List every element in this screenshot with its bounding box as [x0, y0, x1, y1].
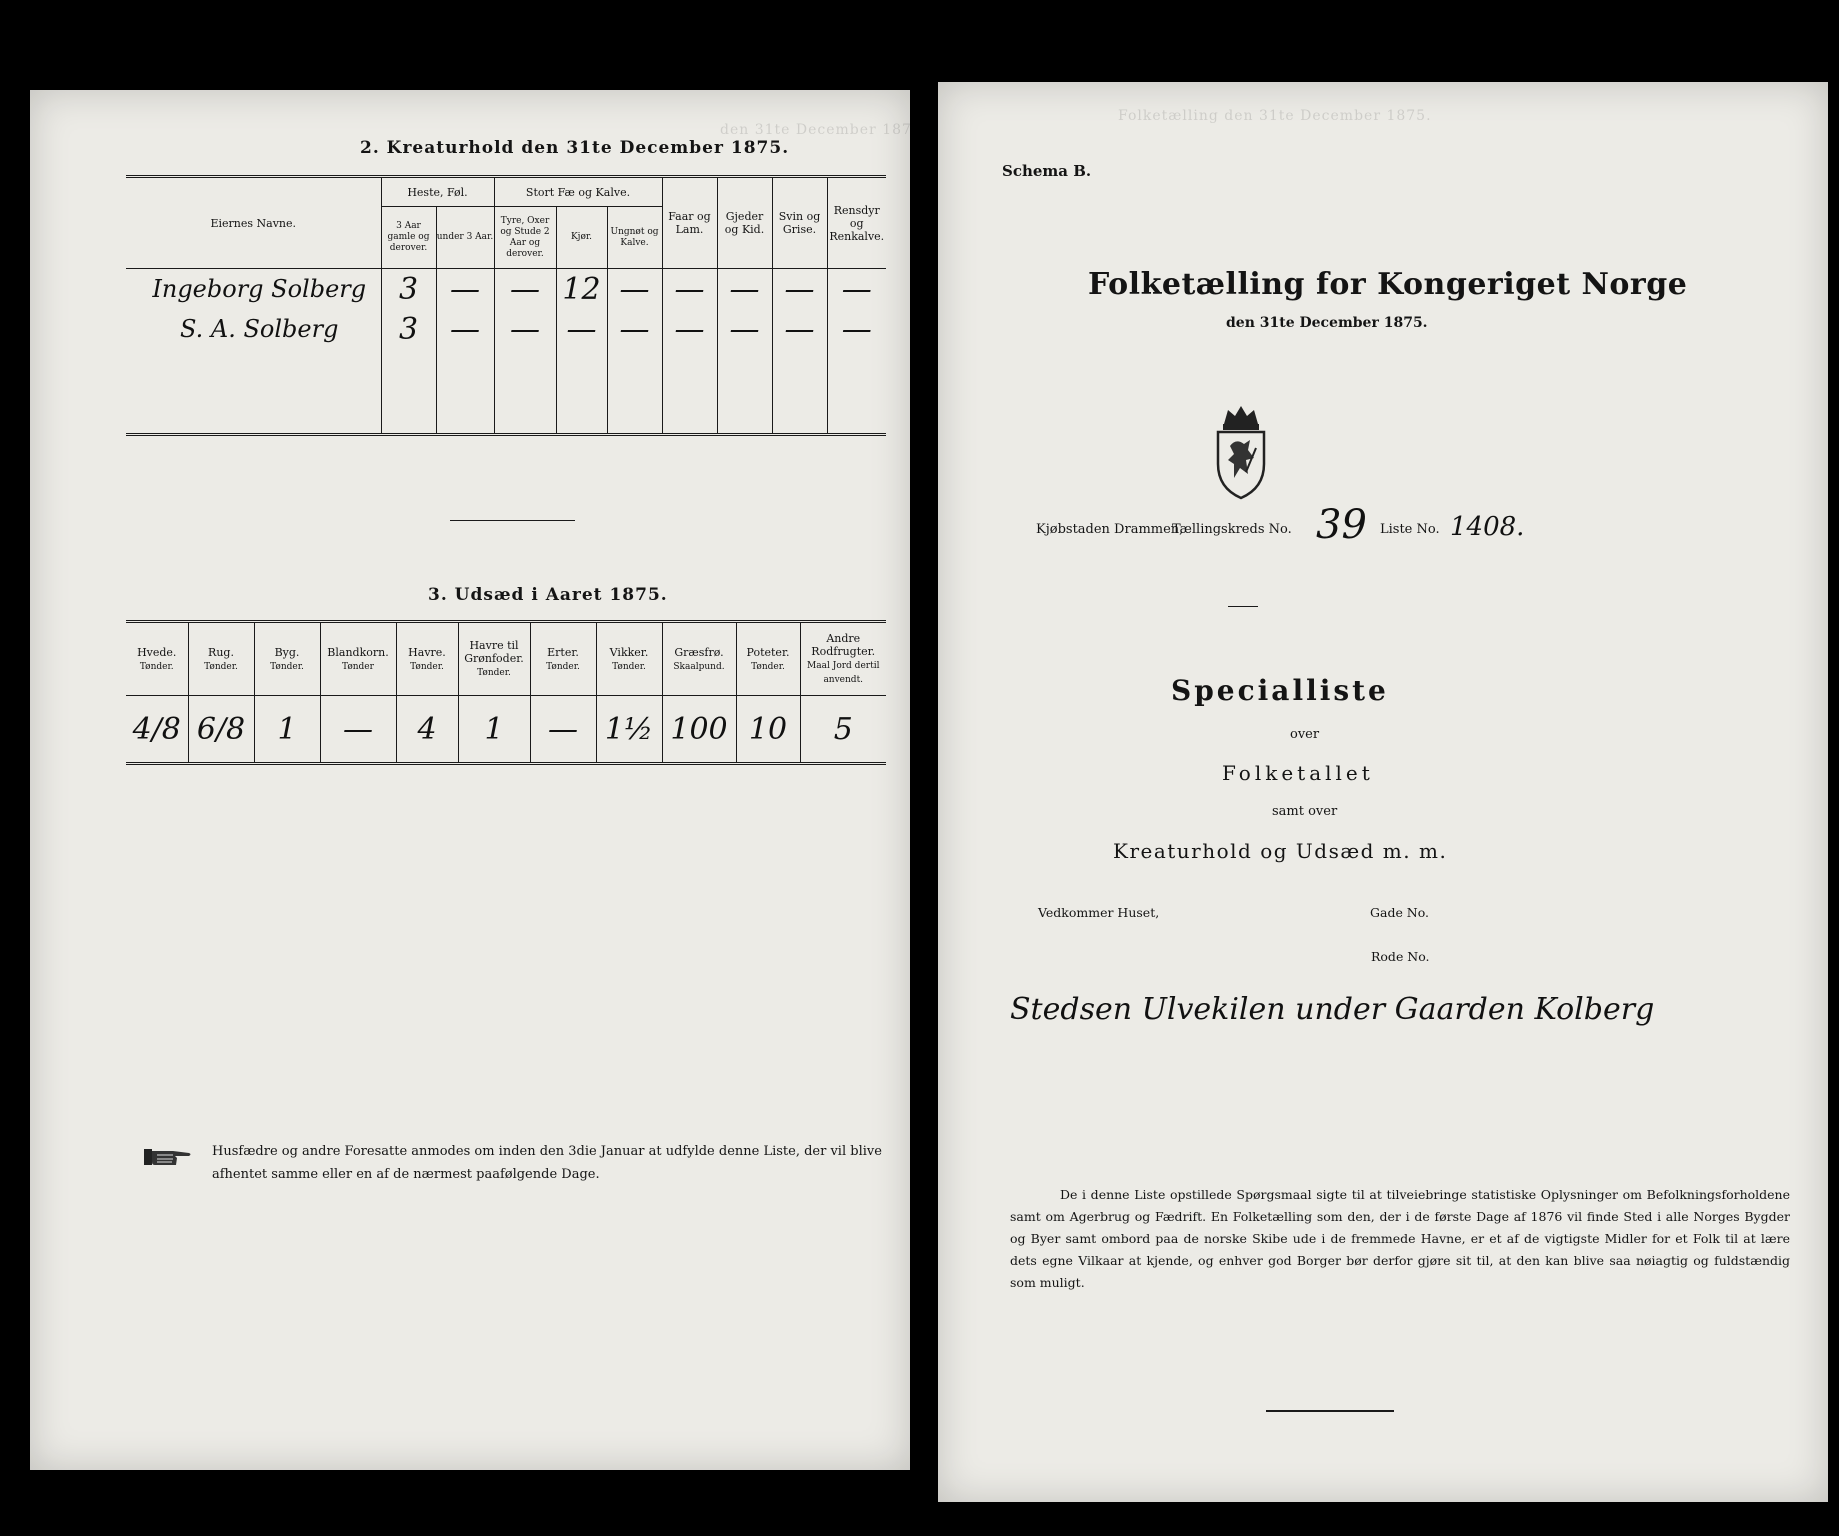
cell-goats: — [717, 269, 772, 310]
divider [1228, 606, 1258, 607]
seed-value-mixed-grain: — [320, 696, 396, 764]
cell-horses-young: — [436, 269, 494, 310]
sheep-header: Faar og Lam. [662, 177, 717, 269]
house-handwritten-name: Stedsen Ulvekilen under Gaarden Kolberg [1010, 992, 1655, 1027]
cell-reindeer: — [827, 309, 886, 349]
table-row [126, 377, 886, 405]
cell-horses-old: 3 [381, 269, 436, 310]
cell-young: — [607, 269, 662, 310]
seed-header-mixed-grain: Blandkorn. Tønder [320, 622, 396, 696]
table-row [126, 269, 886, 310]
table-row [126, 696, 886, 764]
divider [1266, 1410, 1394, 1412]
census-paragraph: De i denne Liste opstillede Spørgsmaal sigte til at tilveiebringe statistiske Oplysninger om Befolkningsforholdene samt om Agerbrug og Fædrift. En Folketælling som den, der i de første Dage af 1876 vil finde Sted i alle Norges Bygder og Byer samt ombord paa de norske Skibe ude i de fremmede Havne, er et af de vigtigste Midler for et Folk til at lære dets egne Vilkaar at kjende, og enhver god Borger bør derfor gjøre sit til, at den kan blive saa nøiagtig og fuldstændig som muligt. [1010, 1187, 1790, 1290]
cell-pigs: — [772, 269, 827, 310]
seed-header-peas: Erter. Tønder. [530, 622, 596, 696]
livestock-section-title: 2. Kreaturhold den 31te December 1875. [360, 138, 790, 158]
list-label: Liste No. [1380, 522, 1440, 537]
table-row [126, 309, 886, 349]
coat-of-arms-icon [1206, 402, 1276, 502]
seed-value-peas: — [530, 696, 596, 764]
table-row [126, 405, 886, 435]
seed-header-wheat: Hvede. Tønder. [126, 622, 188, 696]
list-value: 1408. [1450, 512, 1525, 542]
special-list-title: Specialliste [1171, 674, 1389, 707]
population-label: Folketallet [1222, 761, 1374, 785]
schema-label: Schema B. [1002, 162, 1092, 180]
owner-name: S. A. Solberg [126, 309, 381, 349]
seed-value-barley: 1 [254, 696, 320, 764]
cattle-group-header: Stort Fæ og Kalve. [494, 177, 662, 207]
seed-value-wheat: 4/8 [126, 696, 188, 764]
cell-reindeer: — [827, 269, 886, 310]
seed-section-title: 3. Udsæd i Aaret 1875. [428, 585, 668, 605]
divider [450, 520, 575, 521]
cell-sheep: — [662, 269, 717, 310]
seed-header-potatoes: Poteter. Tønder. [736, 622, 800, 696]
seed-value-vetch: 1½ [596, 696, 662, 764]
over-label: over [1290, 727, 1320, 742]
seed-header-rye: Rug. Tønder. [188, 622, 254, 696]
house-label: Vedkommer Huset, [1038, 905, 1160, 920]
seed-header-green-oats: Havre til Grønfoder. Tønder. [458, 622, 530, 696]
district-value: 39 [1316, 502, 1367, 548]
pointing-hand-icon [143, 1143, 193, 1169]
seed-value-grass: 100 [662, 696, 736, 764]
cell-cows: — [556, 309, 607, 349]
livestock-table [126, 175, 886, 436]
cell-young: — [607, 309, 662, 349]
seed-header-barley: Byg. Tønder. [254, 622, 320, 696]
owner-header: Eiernes Navne. [126, 177, 381, 269]
cell-bulls: — [494, 269, 556, 310]
cattle-cows-header: Kjør. [556, 207, 607, 269]
census-date: den 31te December 1875. [1226, 315, 1428, 331]
notice-line-1: Husfædre og andre Foresatte anmodes om inden den 3die Januar at udfylde denne Liste, der vil blive [212, 1144, 882, 1159]
seed-value-root-crops: 5 [800, 696, 886, 764]
pigs-header: Svin og Grise. [772, 177, 827, 269]
right-page: Folketælling den 31te December 1875. Schema B. Folketælling for Kongeriget Norge den 31te December 1875. Kjøbstaden Drammen, Tællingskreds No. 39 Liste No. 1408. Specialliste over Folketallet samt over Kreaturhold og Udsæd m. m. Vedkommer Huset, Gade No. Rode No. Stedsen Ulvekilen under Gaarden Kolberg De i denne Liste opstillede Spørgsmaal sigte til at tilveiebringe statistiske Oplysninger om Befolkningsforholdene samt om Agerbrug og Fædrift. En Folketælling som den, der i de første Dage af 1876 vil finde Sted i alle Norges Bygder og Byer samt ombord paa de norske Skibe ude i de fremmede Havne, er et af de vigtigste Midler for et Folk til at lære dets egne Vilkaar at kjende, og enhver god Borger bør derfor gjøre sit til, at den kan blive saa nøiagtig og fuldstændig som muligt. [938, 82, 1828, 1502]
cattle-young-header: Ungnøt og Kalve. [607, 207, 662, 269]
seed-value-potatoes: 10 [736, 696, 800, 764]
seed-value-green-oats: 1 [458, 696, 530, 764]
street-no-label: Gade No. [1370, 905, 1430, 920]
seed-value-rye: 6/8 [188, 696, 254, 764]
livestock-seed-label: Kreaturhold og Udsæd m. m. [1113, 839, 1448, 863]
cell-goats: — [717, 309, 772, 349]
samt-over-label: samt over [1272, 804, 1338, 819]
cattle-bulls-header: Tyre, Oxer og Stude 2 Aar og derover. [494, 207, 556, 269]
horses-group-header: Heste, Føl. [381, 177, 494, 207]
rode-no-label: Rode No. [1371, 949, 1430, 964]
cell-horses-young: — [436, 309, 494, 349]
seed-header-vetch: Vikker. Tønder. [596, 622, 662, 696]
notice-line-2: afhentet samme eller en af de nærmest paafølgende Dage. [212, 1167, 600, 1182]
goats-header: Gjeder og Kid. [717, 177, 772, 269]
seed-header-oats: Havre. Tønder. [396, 622, 458, 696]
horses-young-header: under 3 Aar. [436, 207, 494, 269]
district-label: Tællingskreds No. [1172, 522, 1292, 537]
reindeer-header: Rensdyr og Renkalve. [827, 177, 886, 269]
cell-cows: 12 [556, 269, 607, 310]
cell-horses-old: 3 [381, 309, 436, 349]
horses-old-header: 3 Aar gamle og derover. [381, 207, 436, 269]
seed-header-root-crops: Andre Rodfrugter. Maal Jord dertil anvendt. [800, 622, 886, 696]
cell-bulls: — [494, 309, 556, 349]
census-title: Folketælling for Kongeriget Norge [1088, 267, 1688, 302]
seed-value-oats: 4 [396, 696, 458, 764]
city-label: Kjøbstaden Drammen, [1036, 522, 1184, 537]
left-page: den 31te December 1875. 2. Kreaturhold den 31te December 1875. Eiernes Navne. Heste, Føl. Stort Fæ og Kalve. Faar og Lam. Gjeder og Kid. Svin og Grise. Rensdyr og Renkalve. 3 Aar gamle og derover. under 3 Aar. Tyre, Oxer og Stude 2 Aar og derover. Kjør. Ungnøt og Kalve. Ingeborg Solberg 3 — — 12 — — — — — S. A. Solberg 3 — — — — — — — — 3. Udsæd i Aaret 1875. Hvede. Tønder. Rug. Tønder. Byg. Tønder. Blandkorn. Tønder Havre. Tønder. Havre til Grønfoder. Tønder. Erter. Tønder. Vikker. Tønder. Græsfrø. Skaalpund. Poteter. Tønder. Andre Rodfrugter. Maal Jord dertil anvendt. 4/8 6/8 1 — 4 1 — 1½ 100 10 5 Husfædre og andre Foresatte anmodes om inden den 3die Januar at udfylde denne Liste, der vil blive afhentet samme eller en af de nærmest paafølgende Dage. [30, 90, 910, 1470]
owner-name: Ingeborg Solberg [126, 269, 381, 310]
seed-header-grass: Græsfrø. Skaalpund. [662, 622, 736, 696]
cell-pigs: — [772, 309, 827, 349]
cell-sheep: — [662, 309, 717, 349]
seed-table [126, 620, 886, 765]
table-row [126, 349, 886, 377]
